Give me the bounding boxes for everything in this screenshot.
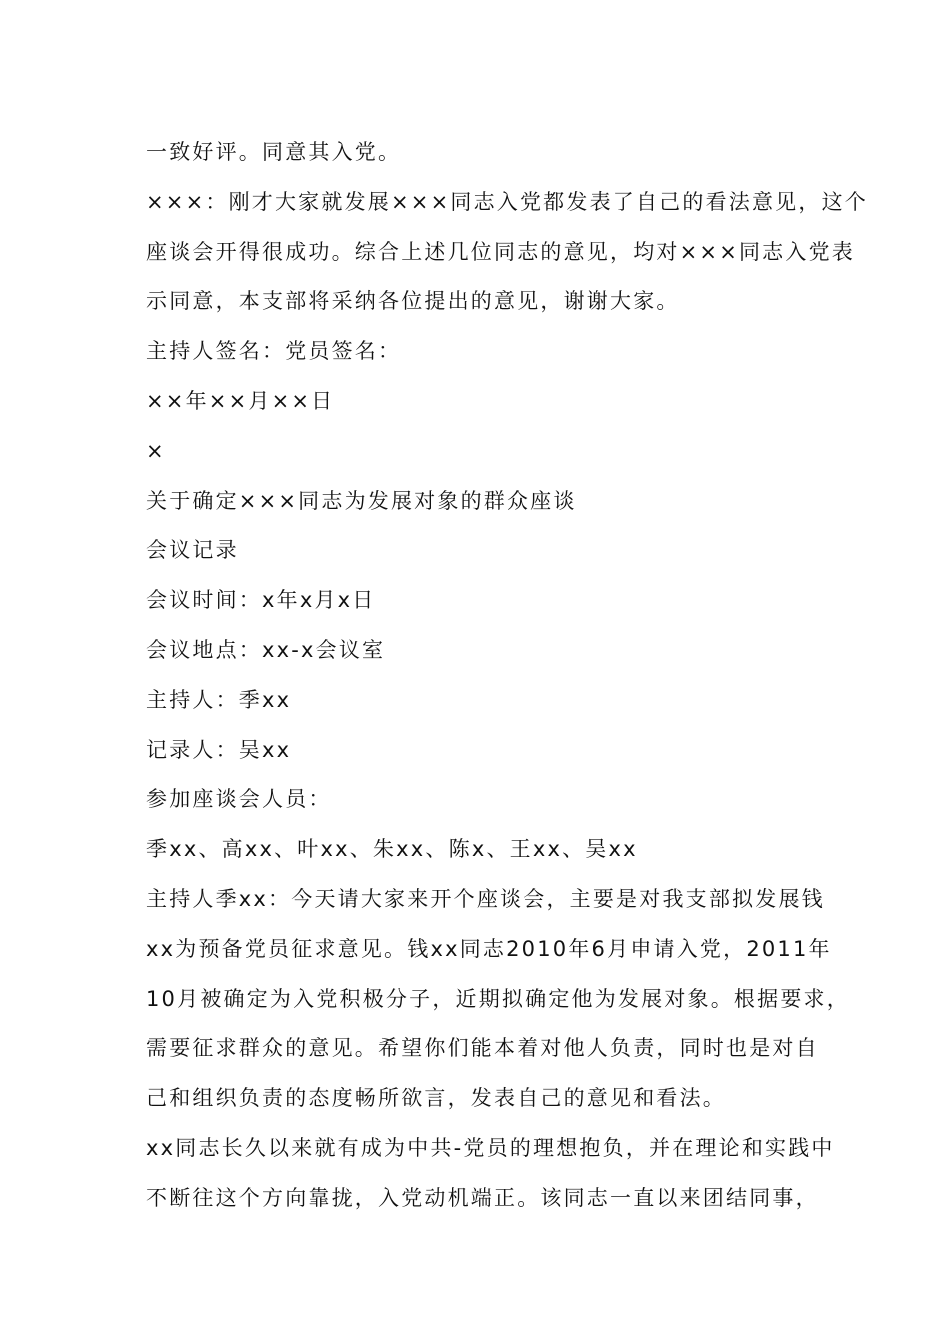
text-line: × [146, 438, 166, 463]
text-line: 己和组织负责的态度畅所欲言，发表自己的意见和看法。 [146, 1086, 726, 1111]
text-line: ×××：刚才大家就发展×××同志入党都发表了自己的看法意见，这个 [146, 189, 868, 214]
text-line: 季xx、高xx、叶xx、朱xx、陈x、王xx、吴xx [146, 837, 638, 862]
text-line: 会议地点：xx-x会议室 [146, 637, 386, 662]
text-line: 一致好评。同意其入党。 [146, 140, 402, 164]
text-line: 示同意，本支部将采纳各位提出的意见，谢谢大家。 [146, 289, 680, 314]
text-line: 主持人季xx：今天请大家来开个座谈会，主要是对我支部拟发展钱 [146, 886, 825, 911]
text-line: 会议记录 [146, 538, 239, 563]
text-line: 座谈会开得很成功。综合上述几位同志的意见，均对×××同志入党表 [146, 239, 855, 264]
text-line: 会议时间：x年x月x日 [146, 588, 376, 613]
text-line: 主持人：季xx [146, 687, 292, 712]
text-line: 10月被确定为入党积极分子，近期拟确定他为发展对象。根据要求， [146, 986, 850, 1011]
document-page [146, 134, 868, 1230]
text-line: 主持人签名：党员签名： [146, 339, 402, 364]
text-line: 关于确定×××同志为发展对象的群众座谈 [146, 488, 577, 513]
text-line: 需要征求群众的意见。希望你们能本着对他人负责，同时也是对自 [146, 1036, 819, 1061]
text-line: xx为预备党员征求意见。钱xx同志2010年6月申请入党，2011年 [146, 936, 832, 961]
text-line: 不断往这个方向靠拢，入党动机端正。该同志一直以来团结同事， [146, 1185, 819, 1210]
text-line: ××年××月××日 [146, 388, 335, 413]
text-line: 参加座谈会人员： [146, 787, 332, 812]
text-line: 记录人：吴xx [146, 737, 292, 762]
text-line: xx同志长久以来就有成为中共-党员的理想抱负，并在理论和实践中 [146, 1135, 835, 1160]
